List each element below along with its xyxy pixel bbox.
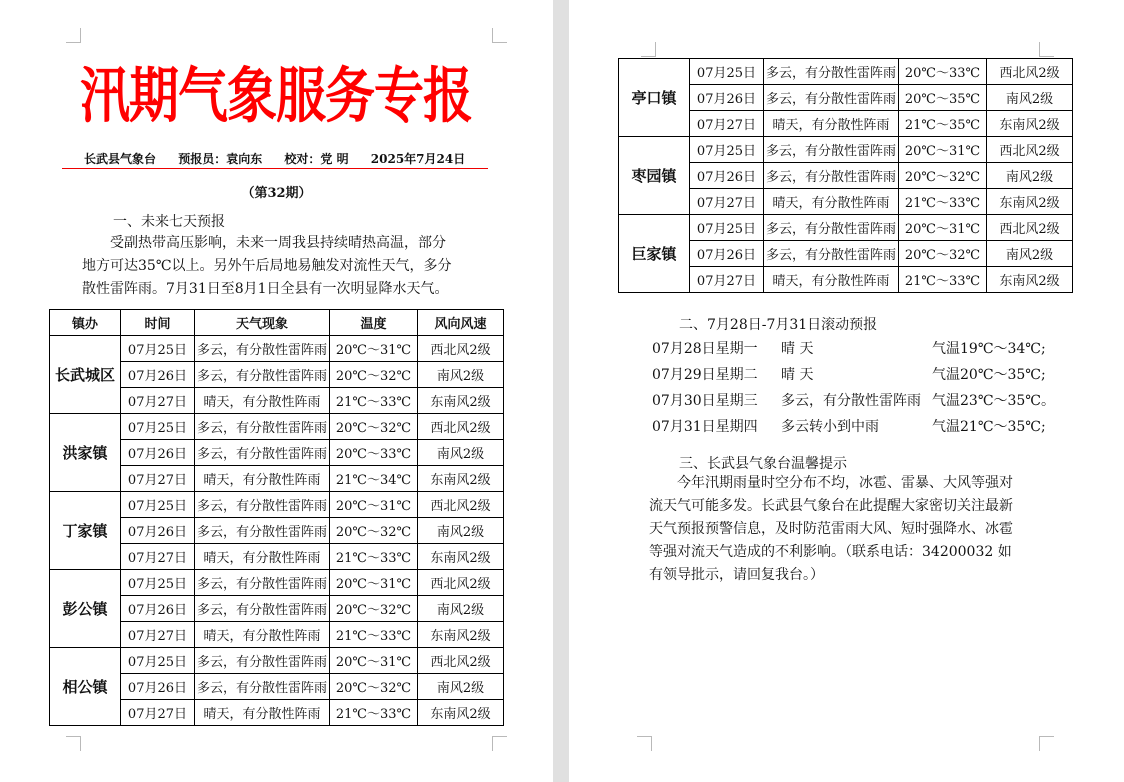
weather-cell: 多云，有分散性雷阵雨 — [194, 596, 329, 622]
date-cell: 07月25日 — [689, 59, 763, 85]
date-cell: 07月27日 — [120, 388, 194, 414]
wind-cell: 南风2级 — [986, 85, 1072, 111]
town-name-cell: 丁家镇 — [50, 492, 121, 570]
weather-cell: 多云，有分散性雷阵雨 — [194, 414, 329, 440]
weather-cell: 多云，有分散性雷阵雨 — [194, 362, 329, 388]
temperature-cell: 20℃～31℃ — [329, 336, 417, 362]
report-title: 汛期气象服务专报 — [80, 60, 472, 131]
wind-cell: 西北风2级 — [986, 137, 1072, 163]
weather-cell: 多云，有分散性雷阵雨 — [763, 137, 898, 163]
forecast-temperature: 气温20℃～35℃; — [932, 367, 1046, 383]
date-cell: 07月27日 — [120, 622, 194, 648]
date-cell: 07月25日 — [120, 336, 194, 362]
wind-cell: 东南风2级 — [986, 267, 1072, 293]
paragraph-line: 散性雷阵雨。7月31日至8月1日全县有一次明显降水天气。 — [82, 281, 449, 297]
page-corner-mark — [1039, 736, 1054, 751]
table-header-row — [50, 310, 504, 336]
temperature-cell: 20℃～31℃ — [329, 492, 417, 518]
weather-cell: 多云，有分散性雷阵雨 — [194, 518, 329, 544]
weather-cell: 多云，有分散性雷阵雨 — [763, 59, 898, 85]
date-cell: 07月27日 — [689, 267, 763, 293]
weather-cell: 多云，有分散性雷阵雨 — [194, 674, 329, 700]
date-cell: 07月25日 — [120, 414, 194, 440]
wind-cell: 东南风2级 — [417, 388, 503, 414]
forecast-weather: 晴 天 — [781, 367, 814, 383]
paragraph-line: 流天气可能多发。长武县气象台在此提醒大家密切关注最新 — [649, 498, 1013, 514]
temperature-cell: 20℃～33℃ — [329, 440, 417, 466]
wind-cell: 南风2级 — [986, 241, 1072, 267]
temperature-cell: 20℃～31℃ — [898, 137, 986, 163]
temperature-cell: 20℃～32℃ — [329, 362, 417, 388]
forecast-day: 07月30日星期三 — [652, 393, 758, 409]
wind-cell: 西北风2级 — [986, 59, 1072, 85]
temperature-cell: 20℃～32℃ — [329, 414, 417, 440]
weather-cell: 晴天，有分散性阵雨 — [763, 189, 898, 215]
temperature-cell: 20℃～32℃ — [329, 674, 417, 700]
section-3-body — [649, 472, 1039, 587]
town-name-cell: 彭公镇 — [50, 570, 121, 648]
date-cell: 07月25日 — [689, 215, 763, 241]
table-row — [619, 137, 1073, 163]
date-cell: 07月26日 — [689, 163, 763, 189]
paragraph-line: 等强对流天气造成的不利影响。（联系电话：34200032 如 — [649, 544, 1012, 560]
temperature-cell: 20℃～32℃ — [898, 241, 986, 267]
forecast-temperature: 气温19℃～34℃; — [932, 341, 1046, 357]
town-name-cell: 相公镇 — [50, 648, 121, 726]
page-corner-mark — [66, 28, 81, 43]
wind-cell: 南风2级 — [986, 163, 1072, 189]
rolling-forecast-item — [652, 338, 1052, 358]
temperature-cell: 20℃～32℃ — [329, 596, 417, 622]
paragraph-line: 天气预报预警信息，及时防范雷雨大风、短时强降水、冰雹 — [649, 521, 1013, 537]
date-cell: 07月26日 — [120, 596, 194, 622]
temperature-cell: 20℃～31℃ — [898, 215, 986, 241]
document-page-1 — [0, 0, 553, 782]
report-meta — [84, 150, 484, 167]
section-1-body — [82, 232, 472, 301]
town-name-cell: 洪家镇 — [50, 414, 121, 492]
wind-cell: 东南风2级 — [417, 466, 503, 492]
wind-cell: 西北风2级 — [417, 336, 503, 362]
table-row — [50, 492, 504, 518]
paragraph-line: 地方可达35℃以上。另外午后局地易触发对流性天气，多分 — [82, 258, 452, 274]
rolling-forecast-item — [652, 364, 1052, 384]
date-cell: 07月27日 — [120, 700, 194, 726]
table-row — [619, 59, 1073, 85]
forecast-day: 07月28日星期一 — [652, 341, 758, 357]
page-corner-mark — [1039, 42, 1054, 57]
town-name-cell: 巨家镇 — [619, 215, 690, 293]
temperature-cell: 20℃～31℃ — [329, 570, 417, 596]
weather-cell: 多云，有分散性雷阵雨 — [763, 215, 898, 241]
temperature-cell: 21℃～33℃ — [329, 700, 417, 726]
wind-cell: 西北风2级 — [417, 492, 503, 518]
column-header-weather: 天气现象 — [194, 310, 329, 336]
wind-cell: 南风2级 — [417, 674, 503, 700]
forecast-weather: 晴 天 — [781, 341, 814, 357]
page-corner-mark — [492, 736, 507, 751]
forecast-day: 07月29日星期二 — [652, 367, 758, 383]
date-cell: 07月26日 — [689, 85, 763, 111]
table-row — [50, 648, 504, 674]
wind-cell: 南风2级 — [417, 518, 503, 544]
paragraph-line: 受副热带高压影响，未来一周我县持续晴热高温，部分 — [110, 235, 446, 251]
temperature-cell: 21℃～34℃ — [329, 466, 417, 492]
date-cell: 07月25日 — [120, 648, 194, 674]
forecast-temperature: 气温23℃～35℃。 — [932, 393, 1055, 409]
wind-cell: 东南风2级 — [417, 622, 503, 648]
section-2-heading: 二、7月28日-7月31日滚动预报 — [679, 317, 878, 333]
date-cell: 07月27日 — [120, 544, 194, 570]
weather-cell: 晴天，有分散性阵雨 — [194, 388, 329, 414]
issue-number: （第32期） — [241, 186, 312, 201]
temperature-cell: 21℃～33℃ — [898, 189, 986, 215]
report-date: 2025年7月24日 — [370, 152, 466, 166]
column-header-temperature: 温度 — [329, 310, 417, 336]
date-cell: 07月26日 — [120, 440, 194, 466]
column-header-wind: 风向风速 — [417, 310, 503, 336]
table-row — [619, 215, 1073, 241]
date-cell: 07月26日 — [120, 674, 194, 700]
column-header-town: 镇办 — [50, 310, 121, 336]
weather-cell: 晴天，有分散性阵雨 — [763, 267, 898, 293]
forecast-weather: 多云，有分散性雷阵雨 — [781, 393, 921, 409]
weather-cell: 晴天，有分散性阵雨 — [194, 544, 329, 570]
weather-cell: 多云，有分散性雷阵雨 — [194, 492, 329, 518]
weather-cell: 多云，有分散性雷阵雨 — [194, 440, 329, 466]
rolling-forecast-item — [652, 390, 1055, 410]
temperature-cell: 20℃～33℃ — [898, 59, 986, 85]
weather-cell: 晴天，有分散性阵雨 — [763, 111, 898, 137]
town-name-cell: 枣园镇 — [619, 137, 690, 215]
weather-cell: 晴天，有分散性阵雨 — [194, 466, 329, 492]
date-cell: 07月27日 — [120, 466, 194, 492]
temperature-cell: 21℃～33℃ — [329, 388, 417, 414]
weather-cell: 多云，有分散性雷阵雨 — [194, 336, 329, 362]
weather-cell: 多云，有分散性雷阵雨 — [194, 648, 329, 674]
forecast-table-page-2 — [618, 58, 1073, 293]
weather-cell: 晴天，有分散性阵雨 — [194, 622, 329, 648]
page-corner-mark — [637, 736, 652, 751]
column-header-time: 时间 — [120, 310, 194, 336]
weather-cell: 晴天，有分散性阵雨 — [194, 700, 329, 726]
section-1-heading: 一、未来七天预报 — [113, 214, 225, 230]
temperature-cell: 21℃～33℃ — [898, 267, 986, 293]
forecast-temperature: 气温21℃～35℃; — [932, 419, 1046, 435]
weather-cell: 多云，有分散性雷阵雨 — [763, 163, 898, 189]
temperature-cell: 20℃～32℃ — [329, 518, 417, 544]
document-page-2 — [569, 0, 1124, 782]
date-cell: 07月26日 — [120, 518, 194, 544]
town-name-cell: 长武城区 — [50, 336, 121, 414]
temperature-cell: 20℃～35℃ — [898, 85, 986, 111]
wind-cell: 西北风2级 — [417, 648, 503, 674]
temperature-cell: 20℃～31℃ — [329, 648, 417, 674]
paragraph-line: 今年汛期雨量时空分布不均，冰雹、雷暴、大风等强对 — [677, 475, 1013, 491]
temperature-cell: 21℃～33℃ — [329, 544, 417, 570]
wind-cell: 东南风2级 — [986, 189, 1072, 215]
wind-cell: 南风2级 — [417, 596, 503, 622]
title-divider — [62, 168, 488, 169]
town-name-cell: 亭口镇 — [619, 59, 690, 137]
forecast-table-page-1 — [49, 309, 504, 726]
date-cell: 07月26日 — [120, 362, 194, 388]
wind-cell: 东南风2级 — [986, 111, 1072, 137]
temperature-cell: 20℃～32℃ — [898, 163, 986, 189]
date-cell: 07月25日 — [120, 492, 194, 518]
wind-cell: 东南风2级 — [417, 700, 503, 726]
wind-cell: 西北风2级 — [986, 215, 1072, 241]
date-cell: 07月25日 — [689, 137, 763, 163]
forecast-day: 07月31日星期四 — [652, 419, 758, 435]
wind-cell: 南风2级 — [417, 440, 503, 466]
weather-cell: 多云，有分散性雷阵雨 — [194, 570, 329, 596]
temperature-cell: 21℃～35℃ — [898, 111, 986, 137]
paragraph-line: 有领导批示，请回复我台。） — [649, 567, 824, 583]
date-cell: 07月26日 — [689, 241, 763, 267]
rolling-forecast-item — [652, 416, 1052, 436]
table-row — [50, 414, 504, 440]
date-cell: 07月27日 — [689, 189, 763, 215]
table-row — [50, 336, 504, 362]
wind-cell: 南风2级 — [417, 362, 503, 388]
date-cell: 07月25日 — [120, 570, 194, 596]
station-name: 长武县气象台 — [84, 152, 157, 166]
forecaster: 预报员：袁向东 — [178, 152, 263, 166]
wind-cell: 东南风2级 — [417, 544, 503, 570]
page-gap — [553, 0, 569, 782]
section-3-heading: 三、长武县气象台温馨提示 — [679, 456, 847, 472]
weather-cell: 多云，有分散性雷阵雨 — [763, 241, 898, 267]
forecast-weather: 多云转小到中雨 — [781, 419, 879, 435]
wind-cell: 西北风2级 — [417, 570, 503, 596]
weather-cell: 多云，有分散性雷阵雨 — [763, 85, 898, 111]
date-cell: 07月27日 — [689, 111, 763, 137]
wind-cell: 西北风2级 — [417, 414, 503, 440]
page-corner-mark — [641, 42, 656, 57]
proofreader: 校对：党 明 — [284, 152, 349, 166]
page-corner-mark — [66, 736, 81, 751]
temperature-cell: 21℃～33℃ — [329, 622, 417, 648]
page-corner-mark — [492, 28, 507, 43]
table-row — [50, 570, 504, 596]
